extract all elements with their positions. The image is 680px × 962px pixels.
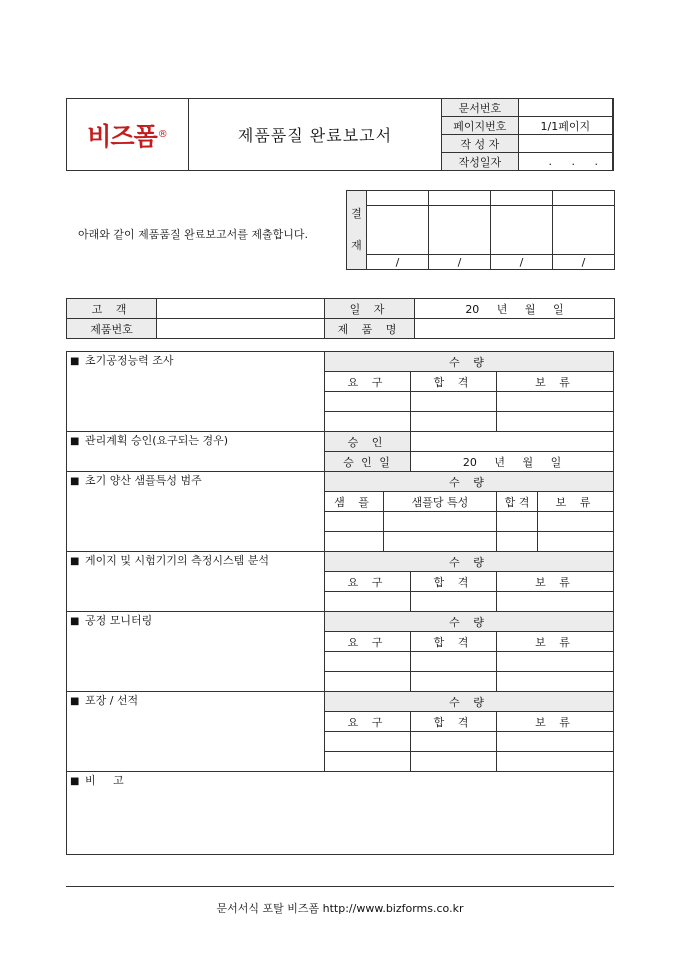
section-title: 초기 양산 샘플특성 범주 [84, 474, 202, 487]
approver-title-4[interactable] [553, 191, 615, 206]
bullet-icon: ■ [70, 616, 80, 627]
bullet-icon: ■ [70, 476, 80, 487]
quantity-header: 수 량 [325, 692, 614, 712]
bullet-icon: ■ [70, 356, 80, 367]
footer-text: 문서서식 포탈 비즈폼 http://www.bizforms.co.kr [216, 902, 464, 915]
document-header [66, 98, 614, 171]
hold-cell[interactable] [497, 392, 614, 412]
section-title: 포장 / 선적 [84, 694, 139, 707]
hold-header: 보 류 [497, 572, 614, 592]
hold-header: 보 류 [538, 492, 614, 512]
approver-title-2[interactable] [429, 191, 491, 206]
pass-header: 합 격 [411, 372, 497, 392]
section-initial-capability [67, 352, 325, 432]
approve-label: 승 인 [325, 432, 411, 452]
intro-text: 아래와 같이 제품품질 완료보고서를 제출합니다. [78, 228, 309, 241]
section-packaging-shipping [67, 692, 325, 772]
hold-cell[interactable] [497, 732, 614, 752]
approval-date-1[interactable]: / [367, 255, 429, 270]
bullet-icon: ■ [70, 776, 80, 787]
logo-text: 비즈폼 [87, 121, 157, 151]
hold-cell[interactable] [497, 412, 614, 432]
section-msa [67, 552, 325, 612]
section-control-plan [67, 432, 325, 472]
required-cell[interactable] [325, 672, 411, 692]
quantity-header: 수 량 [325, 612, 614, 632]
pass-header: 합 격 [411, 712, 497, 732]
approver-sign-4[interactable] [553, 206, 615, 255]
quantity-header: 수 량 [325, 552, 614, 572]
approval-date-2[interactable]: / [429, 255, 491, 270]
pass-cell[interactable] [411, 672, 497, 692]
pass-cell[interactable] [411, 732, 497, 752]
approver-title-3[interactable] [491, 191, 553, 206]
approver-title-1[interactable] [367, 191, 429, 206]
pass-header: 합 격 [411, 632, 497, 652]
date-value[interactable]: . . . [518, 153, 612, 171]
info-date-value[interactable]: 20 년 월 일 [415, 299, 615, 319]
product-number-value[interactable] [157, 319, 325, 339]
doc-number-value[interactable] [518, 99, 612, 117]
approval-date-3[interactable]: / [491, 255, 553, 270]
sample-char-cell[interactable] [384, 512, 497, 532]
bullet-icon: ■ [70, 696, 80, 707]
meta-row [442, 99, 613, 117]
customer-label: 고 객 [67, 299, 157, 319]
approve-date-label: 승 인 일 [325, 452, 411, 472]
hold-cell[interactable] [497, 592, 614, 612]
meta-row [442, 135, 613, 153]
section-title: 비 고 [84, 774, 124, 787]
meta-row [442, 153, 613, 171]
pass-cell[interactable] [411, 392, 497, 412]
pass-header: 합 격 [497, 492, 538, 512]
required-header: 요 구 [325, 712, 411, 732]
approver-sign-1[interactable] [367, 206, 429, 255]
required-cell[interactable] [325, 392, 411, 412]
required-cell[interactable] [325, 732, 411, 752]
approval-date-4[interactable]: / [553, 255, 615, 270]
info-table [66, 298, 615, 339]
meta-row [442, 117, 613, 135]
hold-cell[interactable] [497, 672, 614, 692]
pass-cell[interactable] [497, 512, 538, 532]
pass-cell[interactable] [411, 652, 497, 672]
info-date-label: 일 자 [325, 299, 415, 319]
pass-cell[interactable] [411, 752, 497, 772]
approval-box [346, 190, 615, 270]
product-name-label: 제 품 명 [325, 319, 415, 339]
quality-sections-table [66, 351, 614, 855]
quantity-header: 수 량 [325, 472, 614, 492]
product-number-label: 제품번호 [67, 319, 157, 339]
pass-cell[interactable] [411, 412, 497, 432]
page-number-label: 페이지번호 [442, 117, 519, 135]
quantity-header: 수 량 [325, 352, 614, 372]
required-header: 요 구 [325, 572, 411, 592]
section-title: 관리계획 승인(요구되는 경우) [84, 434, 229, 447]
approval-label [347, 191, 367, 270]
hold-cell[interactable] [497, 652, 614, 672]
approve-value[interactable] [411, 432, 614, 452]
footer-divider [66, 886, 614, 887]
section-title: 초기공정능력 조사 [84, 354, 174, 367]
page-number-value: 1/1페이지 [518, 117, 612, 135]
section-remarks[interactable] [67, 772, 614, 855]
required-cell[interactable] [325, 752, 411, 772]
required-cell[interactable] [325, 592, 411, 612]
hold-cell[interactable] [538, 512, 614, 532]
date-label: 작성일자 [442, 153, 519, 171]
sample-header: 샘 플 [325, 492, 384, 512]
pass-cell[interactable] [497, 532, 538, 552]
pass-header: 합 격 [411, 572, 497, 592]
author-value[interactable] [518, 135, 612, 153]
approve-date-value[interactable]: 20 년 월 일 [411, 452, 614, 472]
sample-cell[interactable] [325, 532, 384, 552]
approval-label-bottom: 재 [351, 239, 362, 252]
registered-mark: ® [157, 129, 168, 140]
hold-header: 보 류 [497, 632, 614, 652]
bullet-icon: ■ [70, 556, 80, 567]
meta-table [441, 98, 613, 171]
bullet-icon: ■ [70, 436, 80, 447]
section-title: 공정 모니터링 [84, 614, 153, 627]
section-initial-samples [67, 472, 325, 552]
sample-char-cell[interactable] [384, 532, 497, 552]
hold-header: 보 류 [497, 372, 614, 392]
section-process-monitoring [67, 612, 325, 692]
author-label: 작 성 자 [442, 135, 519, 153]
sample-cell[interactable] [325, 512, 384, 532]
approver-sign-2[interactable] [429, 206, 491, 255]
hold-cell[interactable] [497, 752, 614, 772]
hold-cell[interactable] [538, 532, 614, 552]
required-cell[interactable] [325, 652, 411, 672]
required-header: 요 구 [325, 372, 411, 392]
required-header: 요 구 [325, 632, 411, 652]
required-cell[interactable] [325, 412, 411, 432]
customer-value[interactable] [157, 299, 325, 319]
section-title: 게이지 및 시험기기의 측정시스템 분석 [84, 554, 269, 567]
page-title: 제품품질 완료보고서 [237, 126, 393, 145]
product-name-value[interactable] [415, 319, 615, 339]
pass-cell[interactable] [411, 592, 497, 612]
sample-char-header: 샘플당 특성 [384, 492, 497, 512]
approval-label-top: 결 [351, 207, 362, 220]
doc-number-label: 문서번호 [442, 99, 519, 117]
bizforms-logo [67, 99, 189, 170]
approver-sign-3[interactable] [491, 206, 553, 255]
hold-header: 보 류 [497, 712, 614, 732]
